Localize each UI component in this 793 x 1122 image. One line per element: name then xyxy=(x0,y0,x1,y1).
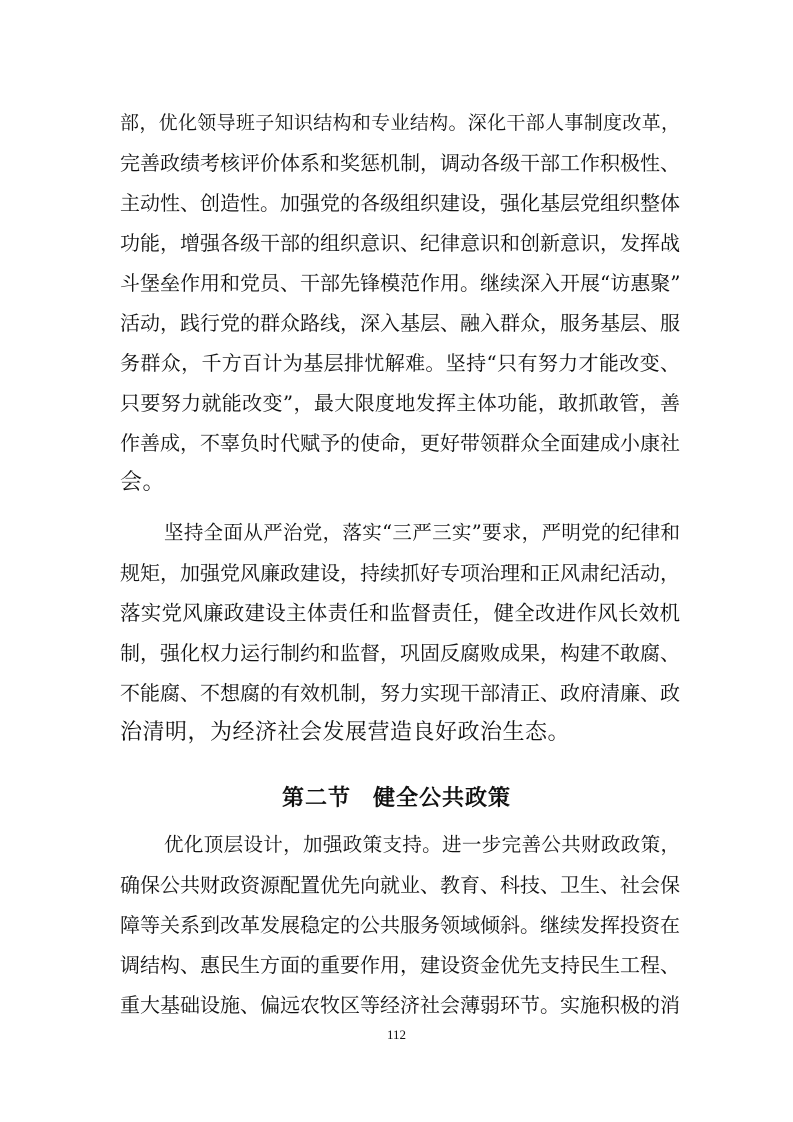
text-line: 只要努力就能改变”，最大限度地发挥主体功能，敢抓敢管，善 xyxy=(120,391,680,415)
text-line: 主动性、创造性。加强党的各级组织建设，强化基层党组织整体 xyxy=(120,191,680,215)
text-line: 部，优化领导班子知识结构和专业结构。深化干部人事制度改革， xyxy=(120,112,680,134)
text-line: 重大基础设施、偏远农牧区等经济社会薄弱环节。实施积极的消 xyxy=(120,993,680,1017)
text-line: 优化顶层设计，加强政策支持。进一步完善公共财政政策， xyxy=(164,833,680,856)
text-line: 活动，践行党的群众路线，深入基层、融入群众，服务基层、服 xyxy=(120,311,680,335)
section-title: 健全公共政策 xyxy=(373,785,512,811)
text-line: 落实党风廉政建设主体责任和监督责任，健全改进作风长效机 xyxy=(120,601,680,625)
text-line: 功能，增强各级干部的组织意识、纪律意识和创新意识，发挥战 xyxy=(120,231,680,255)
text-line: 作善成，不辜负时代赋予的使命，更好带领群众全面建成小康社 xyxy=(120,431,680,455)
text-line: 坚持全面从严治党，落实“三严三实”要求，严明党的纪律和 xyxy=(164,521,680,544)
text-line: 确保公共财政资源配置优先向就业、教育、科技、卫生、社会保 xyxy=(120,873,680,897)
text-line: 调结构、惠民生方面的重要作用，建设资金优先支持民生工程、 xyxy=(120,953,680,977)
text-line: 斗堡垒作用和党员、干部先锋模范作用。继续深入开展“访惠聚” xyxy=(120,271,681,295)
text-line: 规矩，加强党风廉政建设，持续抓好专项治理和正风肃纪活动， xyxy=(120,561,680,585)
section-number: 第二节 xyxy=(281,785,351,811)
text-line: 障等关系到改革发展稳定的公共服务领域倾斜。继续发挥投资在 xyxy=(120,913,680,937)
text-line: 完善政绩考核评价体系和奖惩机制，调动各级干部工作积极性、 xyxy=(120,151,680,175)
text-line: 治清明，为经济社会发展营造良好政治生态。 xyxy=(120,720,571,745)
text-line: 务群众，千方百计为基层排忧解难。坚持“只有努力才能改变、 xyxy=(120,351,680,375)
section-heading xyxy=(0,778,793,818)
text-line: 不能腐、不想腐的有效机制，努力实现干部清正、政府清廉、政 xyxy=(120,681,680,705)
text-line: 制，强化权力运行制约和监督，巩固反腐败成果，构建不敢腐、 xyxy=(120,641,680,665)
page-number: 112 xyxy=(386,1027,407,1042)
text-line: 会。 xyxy=(120,470,166,495)
